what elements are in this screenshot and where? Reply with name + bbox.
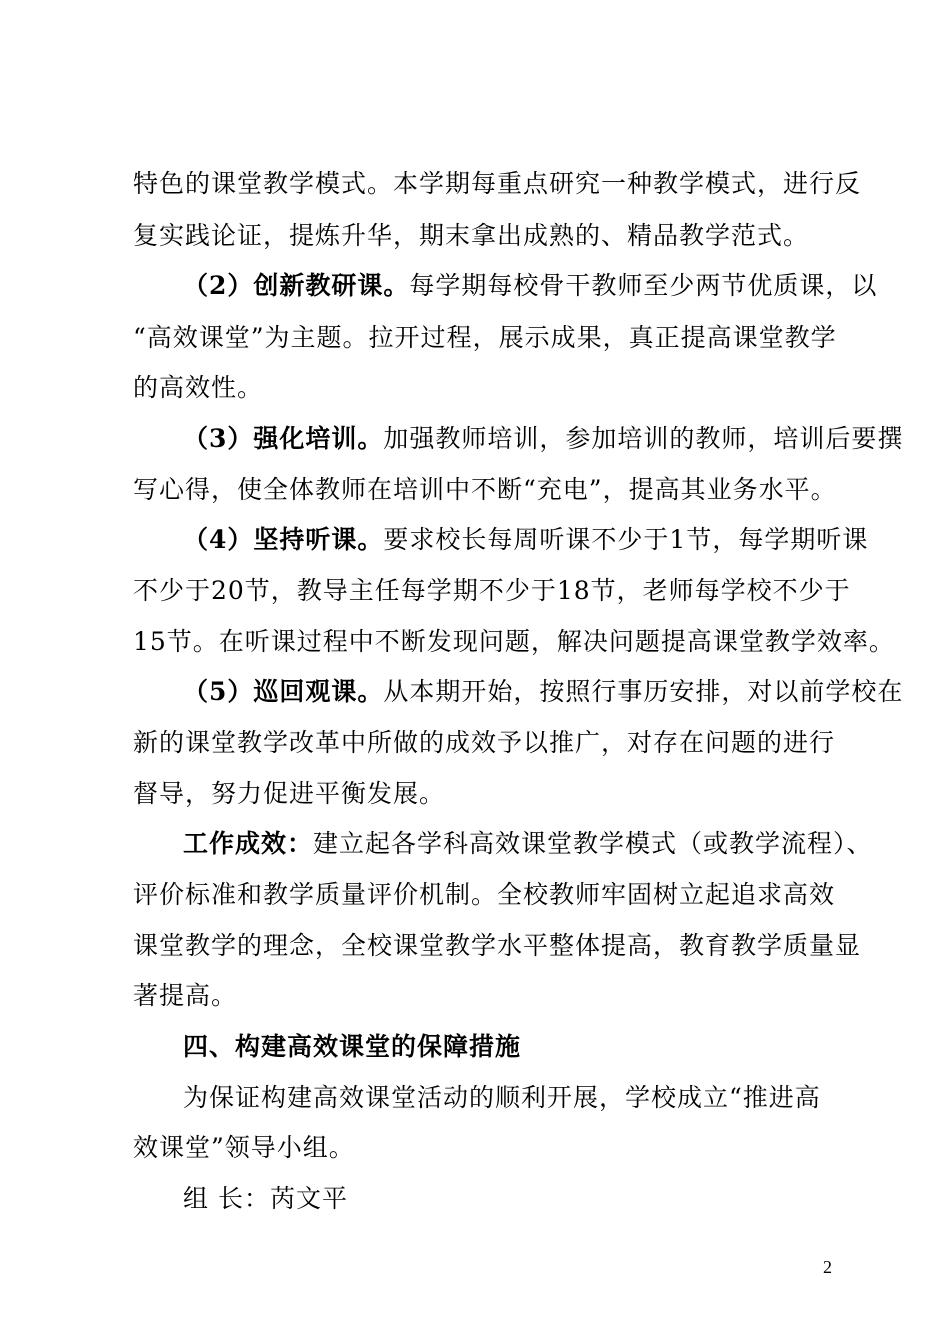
- body-line: 课堂教学的理念，全校课堂教学水平整体提高，教育教学质量显: [133, 931, 862, 960]
- body-line: 的高效性。: [133, 373, 264, 402]
- section-heading: 四、构建高效课堂的保障措施: [183, 1032, 522, 1061]
- paragraph-line: （4）坚持听课。要求校长每周听课不少于1节，每学期听课: [183, 525, 869, 554]
- body-line: 不少于20节，教导主任每学期不少于18节，老师每学校不少于: [133, 576, 851, 605]
- leader-line: 组 长：芮文平: [183, 1184, 348, 1213]
- paragraph-heading: （4）坚持听课。: [183, 525, 384, 554]
- body-line: “高效课堂”为主题。拉开过程，展示成果，真正提高课堂教学: [133, 323, 837, 352]
- body-line: 15节。在听课过程中不断发现问题，解决问题提高课堂教学效率。: [133, 627, 895, 656]
- body-line: 特色的课堂教学模式。本学期每重点研究一种教学模式，进行反: [133, 169, 862, 198]
- body-line: 评价标准和教学质量评价机制。全校教师牢固树立起追求高效: [133, 880, 836, 909]
- body-line: 写心得，使全体教师在培训中不断“充电”，提高其业务水平。: [133, 475, 837, 504]
- paragraph-line: 工作成效：建立起各学科高效课堂教学模式（或教学流程）、: [183, 829, 873, 858]
- paragraph-heading: （5）巡回观课。: [183, 677, 384, 706]
- section-heading-line: [183, 1029, 903, 1065]
- body-line: 新的课堂教学改革中所做的成效予以推广，对存在问题的进行: [133, 728, 836, 757]
- paragraph-line: （2）创新教研课。每学期每校骨干教师至少两节优质课，以: [183, 271, 878, 300]
- page-number: 2: [823, 1257, 832, 1277]
- paragraph-line: 为保证构建高效课堂活动的顺利开展，学校成立“推进高: [183, 1083, 821, 1112]
- body-line: 督导，努力促进平衡发展。: [133, 779, 446, 808]
- body-line: 复实践论证，提炼升华，期末拿出成熟的、精品教学范式。: [133, 221, 810, 250]
- paragraph-line: （3）强化培训。加强教师培训，参加培训的教师，培训后要撰: [183, 424, 904, 453]
- paragraph-heading: （3）强化培训。: [183, 424, 384, 453]
- paragraph-heading: 工作成效：: [183, 829, 314, 858]
- paragraph-line: （5）巡回观课。从本期开始，按照行事历安排，对以前学校在: [183, 677, 904, 706]
- paragraph-heading: （2）创新教研课。: [183, 271, 410, 300]
- body-line: 效课堂”领导小组。: [133, 1133, 355, 1162]
- body-line: 著提高。: [133, 981, 238, 1010]
